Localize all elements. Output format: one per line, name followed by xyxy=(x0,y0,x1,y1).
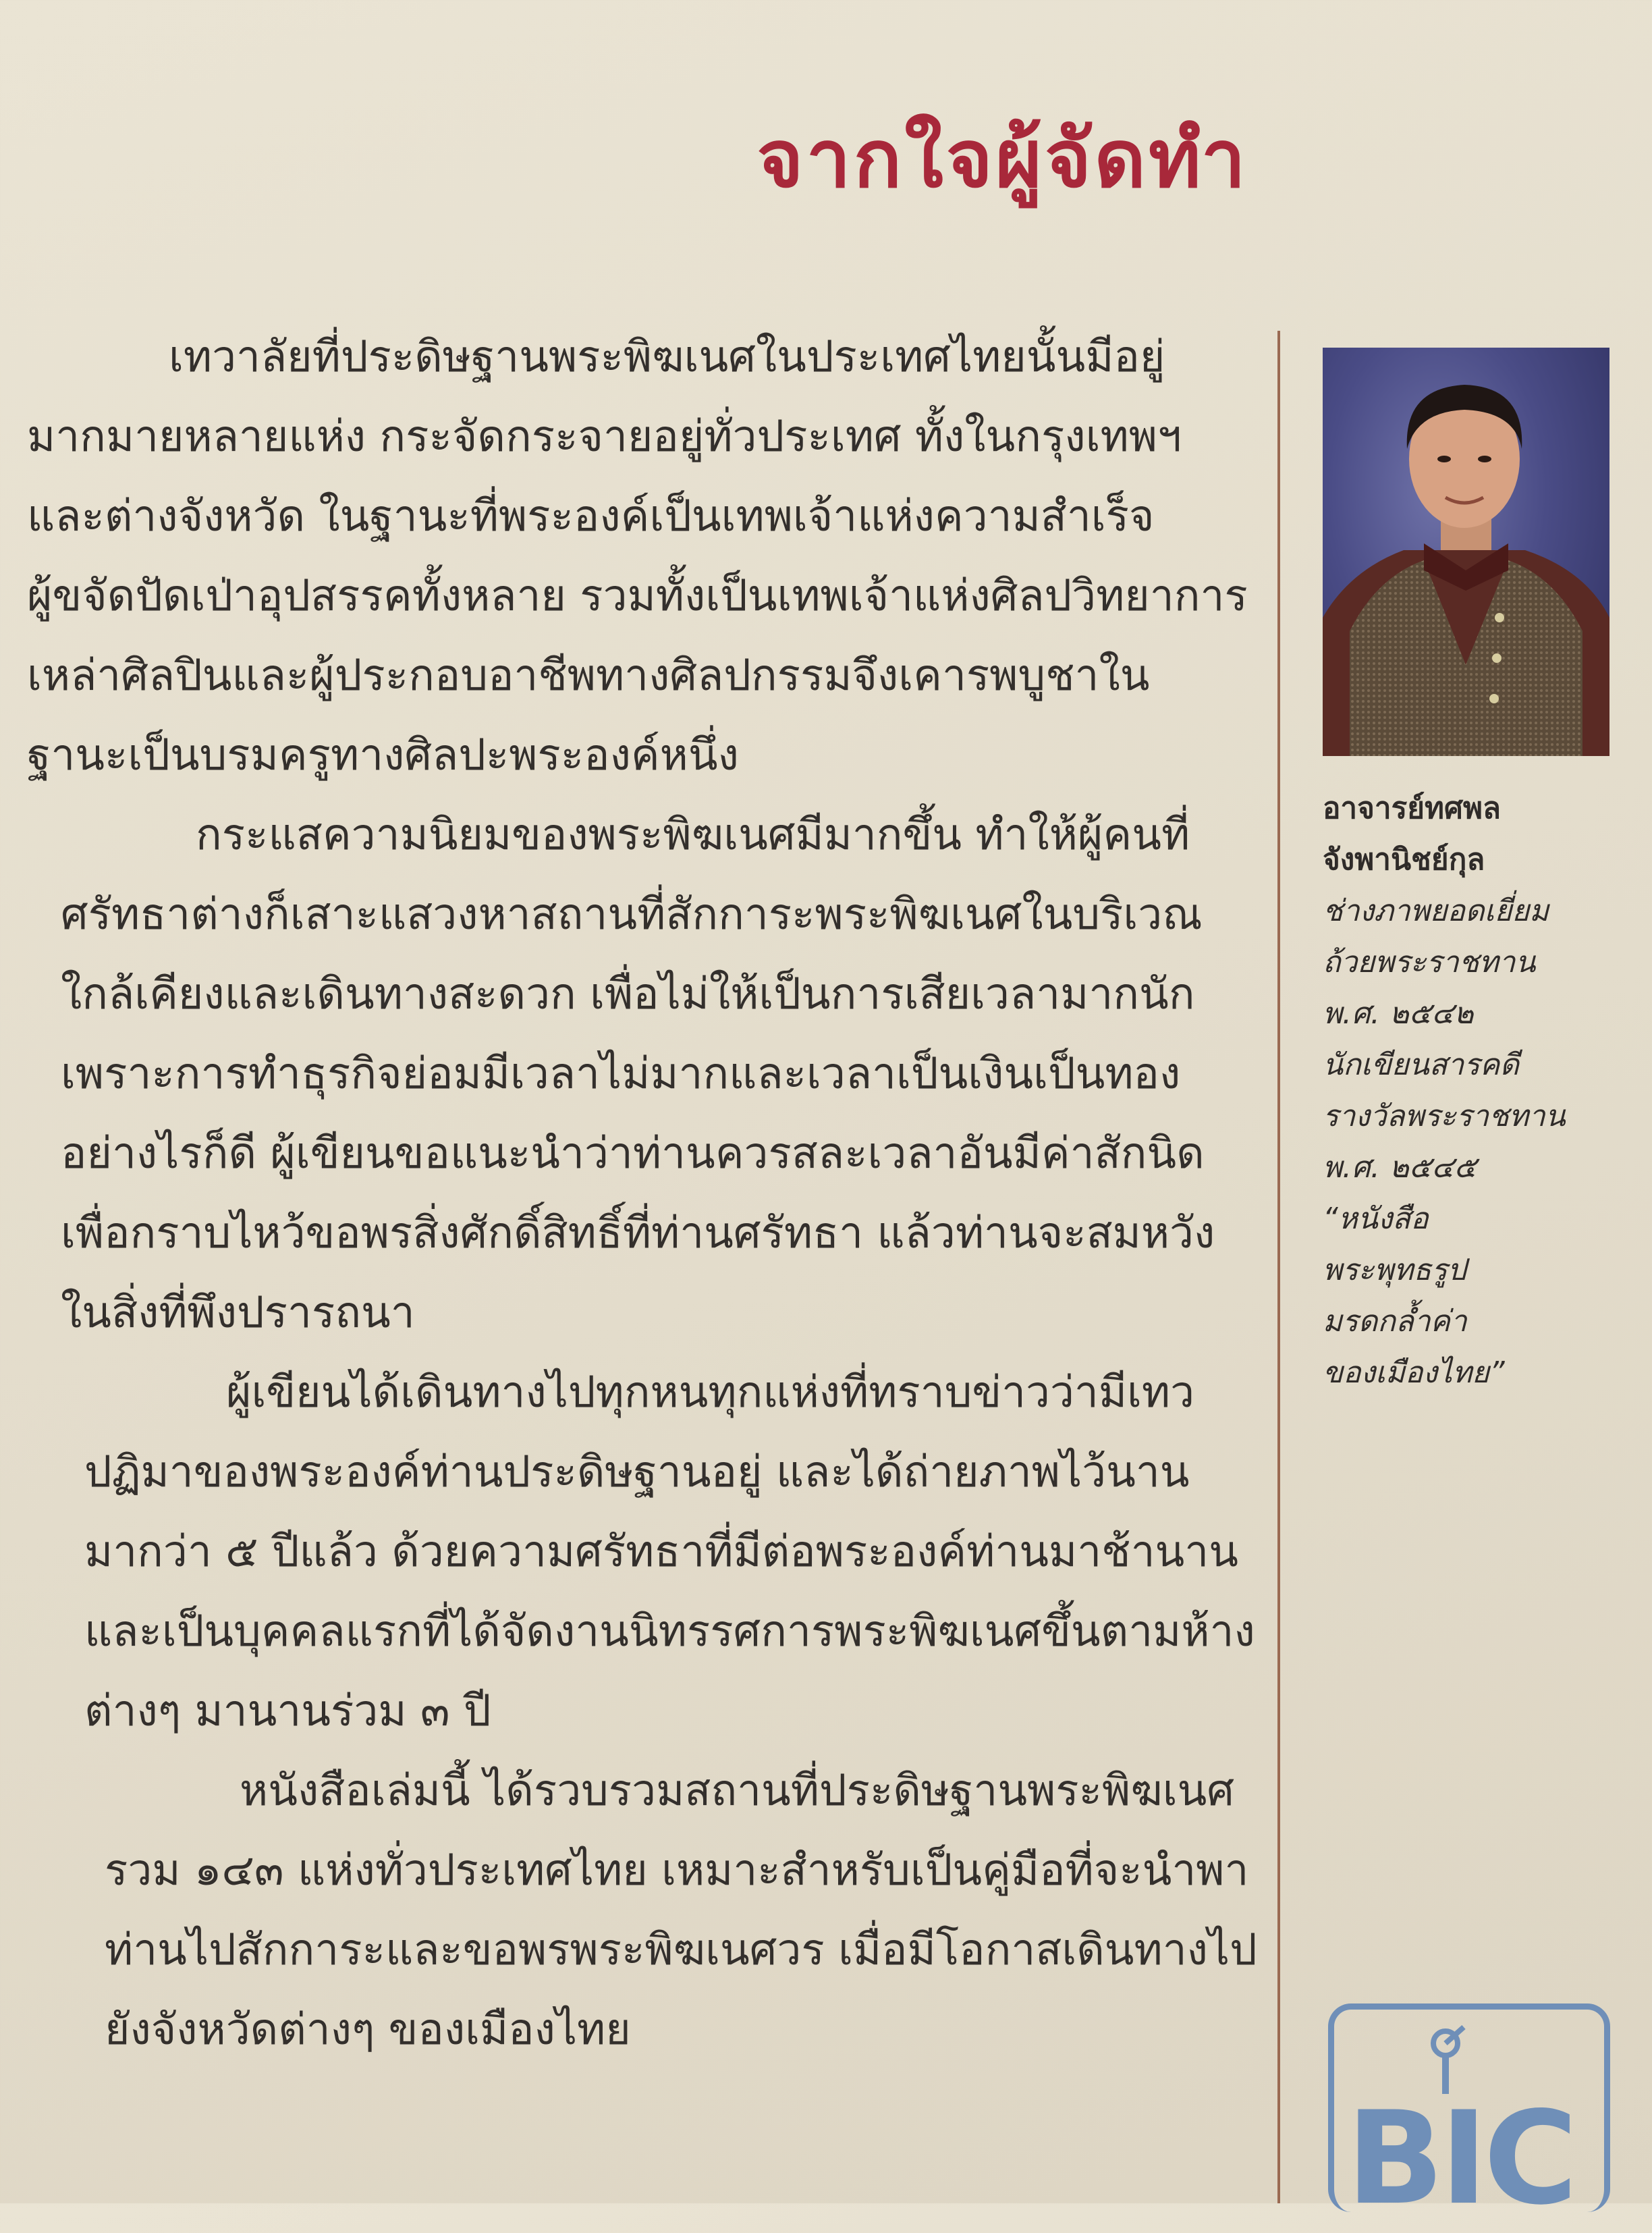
page-title: จากใจผู้จัดทำ xyxy=(756,111,1248,205)
text-line: ต่างๆ มานานร่วม ๓ ปี xyxy=(84,1686,491,1736)
author-credit: ช่างภาพยอดเยี่ยม xyxy=(1323,894,1549,928)
author-photo xyxy=(1323,348,1609,756)
text-line: มากว่า ๕ ปีแล้ว ด้วยความศรัทธาที่มีต่อพระองค์ท่านมาช้านาน xyxy=(84,1527,1238,1577)
author-portrait-image xyxy=(1323,348,1609,756)
author-credit: รางวัลพระราชทาน xyxy=(1323,1099,1566,1133)
text-line: กระแสความนิยมของพระพิฆเนศมีมากขึ้น ทำให้ผู้คนที่ xyxy=(196,810,1190,860)
text-line: เทวาลัยที่ประดิษฐานพระพิฆเนศในประเทศไทยนั้นมีอยู่ xyxy=(169,332,1165,382)
column-divider xyxy=(1277,331,1280,2203)
author-name-line-2: จังพานิชย์กุล xyxy=(1323,842,1485,877)
text-line: และเป็นบุคคลแรกที่ได้จัดงานนิทรรศการพระพิฆเนศขึ้นตามห้าง xyxy=(84,1607,1255,1657)
text-line: อย่างไรก็ดี ผู้เขียนขอแนะนำว่าท่านควรสละเวลาอันมีค่าสักนิด xyxy=(61,1129,1205,1179)
text-line: ศรัทธาต่างก็เสาะแสวงหาสถานที่สักการะพระพิฆเนศในบริเวณ xyxy=(61,890,1203,940)
logo-text: BIC xyxy=(1346,2084,1574,2233)
text-line: ผู้ขจัดปัดเป่าอุปสรรคทั้งหลาย รวมทั้งเป็นเทพเจ้าแห่งศิลปวิทยาการ xyxy=(27,571,1248,621)
author-name-line-1: อาจารย์ทศพล xyxy=(1323,791,1501,826)
author-credit: ของเมืองไทย” xyxy=(1323,1355,1505,1390)
author-bio xyxy=(1323,783,1620,1399)
paragraph-2 xyxy=(27,795,1262,1353)
text-line: หนังสือเล่มนี้ ได้รวบรวมสถานที่ประดิษฐานพระพิฆเนศ xyxy=(240,1766,1234,1816)
author-credit: พระพุทธรูป xyxy=(1323,1253,1466,1287)
paragraph-3 xyxy=(27,1353,1262,1751)
text-line: ผู้เขียนได้เดินทางไปทุกหนทุกแห่งที่ทราบข่าวว่ามีเทว xyxy=(226,1368,1194,1418)
text-line: มากมายหลายแห่ง กระจัดกระจายอยู่ทั่วประเทศ ทั้งในกรุงเทพฯ xyxy=(27,412,1182,462)
paragraph-1 xyxy=(27,317,1262,795)
publisher-logo xyxy=(1328,2003,1610,2233)
text-line: ฐานะเป็นบรมครูทางศิลปะพระองค์หนึ่ง xyxy=(27,730,739,780)
author-credit: พ.ศ. ๒๕๔๒ xyxy=(1323,996,1474,1031)
text-line: ในสิ่งที่พึงปรารถนา xyxy=(61,1288,415,1338)
paragraph-4 xyxy=(27,1751,1262,2070)
text-line: ท่านไปสักการะและขอพรพระพิฆเนศวร เมื่อมีโอกาสเดินทางไป xyxy=(105,1925,1257,1975)
author-credit: มรดกล้ำค่า xyxy=(1323,1304,1467,1339)
author-credit: “หนังสือ xyxy=(1323,1202,1429,1236)
text-line: เหล่าศิลปินและผู้ประกอบอาชีพทางศิลปกรรมจึงเคารพบูชาใน xyxy=(27,651,1150,701)
text-line: เพราะการทำธุรกิจย่อมมีเวลาไม่มากและเวลาเป็นเงินเป็นทอง xyxy=(61,1049,1181,1099)
author-credit: พ.ศ. ๒๕๔๕ xyxy=(1323,1150,1477,1185)
text-line: รวม ๑๔๓ แห่งทั่วประเทศไทย เหมาะสำหรับเป็นคู่มือที่จะนำพา xyxy=(105,1846,1249,1895)
preface-body xyxy=(27,317,1262,2070)
text-line: และต่างจังหวัด ในฐานะที่พระองค์เป็นเทพเจ้าแห่งความสำเร็จ xyxy=(27,491,1155,541)
author-credit: นักเขียนสารคดี xyxy=(1323,1048,1519,1082)
text-line: เพื่อกราบไหว้ขอพรสิ่งศักดิ์สิทธิ์ที่ท่านศรัทธา แล้วท่านจะสมหวัง xyxy=(61,1208,1215,1258)
text-line: ใกล้เคียงและเดินทางสะดวก เพื่อไม่ให้เป็นการเสียเวลามากนัก xyxy=(61,969,1195,1019)
author-credit: ถ้วยพระราชทาน xyxy=(1323,945,1536,979)
text-line: ปฏิมาของพระองค์ท่านประดิษฐานอยู่ และได้ถ่ายภาพไว้นาน xyxy=(84,1447,1190,1497)
text-line: ยังจังหวัดต่างๆ ของเมืองไทย xyxy=(105,2005,631,2055)
